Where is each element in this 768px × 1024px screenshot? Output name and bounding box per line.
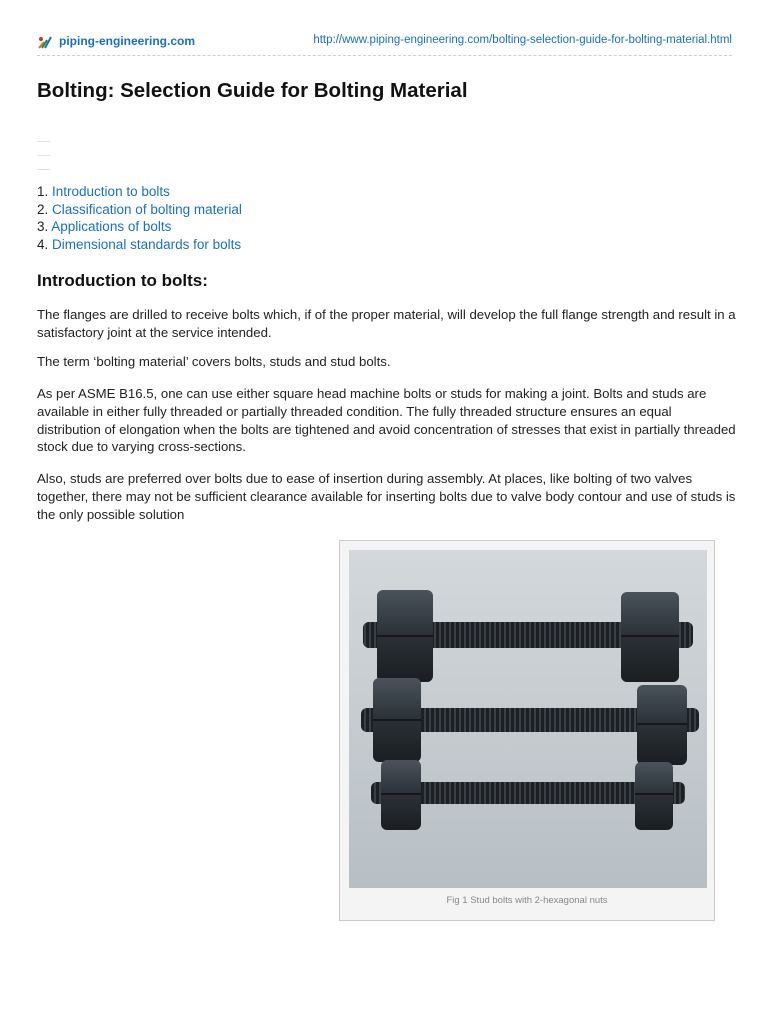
site-header	[37, 33, 732, 49]
paragraph: As per ASME B16.5, one can use either square head machine bolts or studs for making a joint. Bolts and studs are available in either fully threaded or partially threaded condition. The fully threaded structure ensures an equal distribution of elongation when the bolts are tightened and avoid concentration of stresses that exist in partially threaded stock due to varying cross-sections.	[37, 386, 736, 455]
toc-item	[37, 183, 242, 201]
toc-link-applications[interactable]: Applications of bolts	[51, 219, 172, 235]
header-divider	[37, 55, 732, 56]
decorative-dash	[37, 155, 50, 156]
toc-link-introduction[interactable]: Introduction to bolts	[52, 184, 170, 199]
toc-item	[37, 236, 242, 254]
figure	[339, 540, 715, 921]
paragraph: Also, studs are preferred over bolts due to ease of insertion during assembly. At places, like bolting of two valves together, there may not be sufficient clearance available for inserting bolts due to valve body contour and use of studs is the only possible solution	[37, 471, 736, 522]
toc-item-number: 1.	[37, 184, 49, 199]
toc-link-classification[interactable]: Classification of bolting material	[52, 201, 242, 217]
table-of-contents	[37, 183, 242, 254]
toc-item	[37, 201, 242, 219]
page-url-link[interactable]: http://www.piping-engineering.com/bolting-selection-guide-for-bolting-material.html	[313, 34, 732, 46]
toc-item-number: 2.	[37, 201, 49, 217]
toc-item	[37, 218, 242, 236]
paragraph: The flanges are drilled to receive bolts which, if of the proper material, will develop the full flange strength and result in a satisfactory joint at the service intended.	[37, 307, 736, 340]
figure-caption: Fig 1 Stud bolts with 2-hexagonal nuts	[446, 895, 608, 906]
site-name-link[interactable]: piping-engineering.com	[59, 34, 196, 48]
page-title: Bolting: Selection Guide for Bolting Material	[37, 79, 468, 102]
section-heading: Introduction to bolts:	[37, 271, 208, 290]
toc-item-number: 4.	[37, 237, 49, 253]
stud-bolts-photo	[349, 550, 707, 888]
paragraph: The term ‘bolting material’ covers bolts, studs and stud bolts.	[37, 354, 391, 369]
decorative-dash	[37, 141, 50, 142]
decorative-dash	[37, 169, 50, 170]
toc-item-number: 3.	[37, 219, 49, 235]
site-logo-icon[interactable]	[37, 34, 53, 50]
toc-link-dimensional-standards[interactable]: Dimensional standards for bolts	[52, 237, 242, 253]
